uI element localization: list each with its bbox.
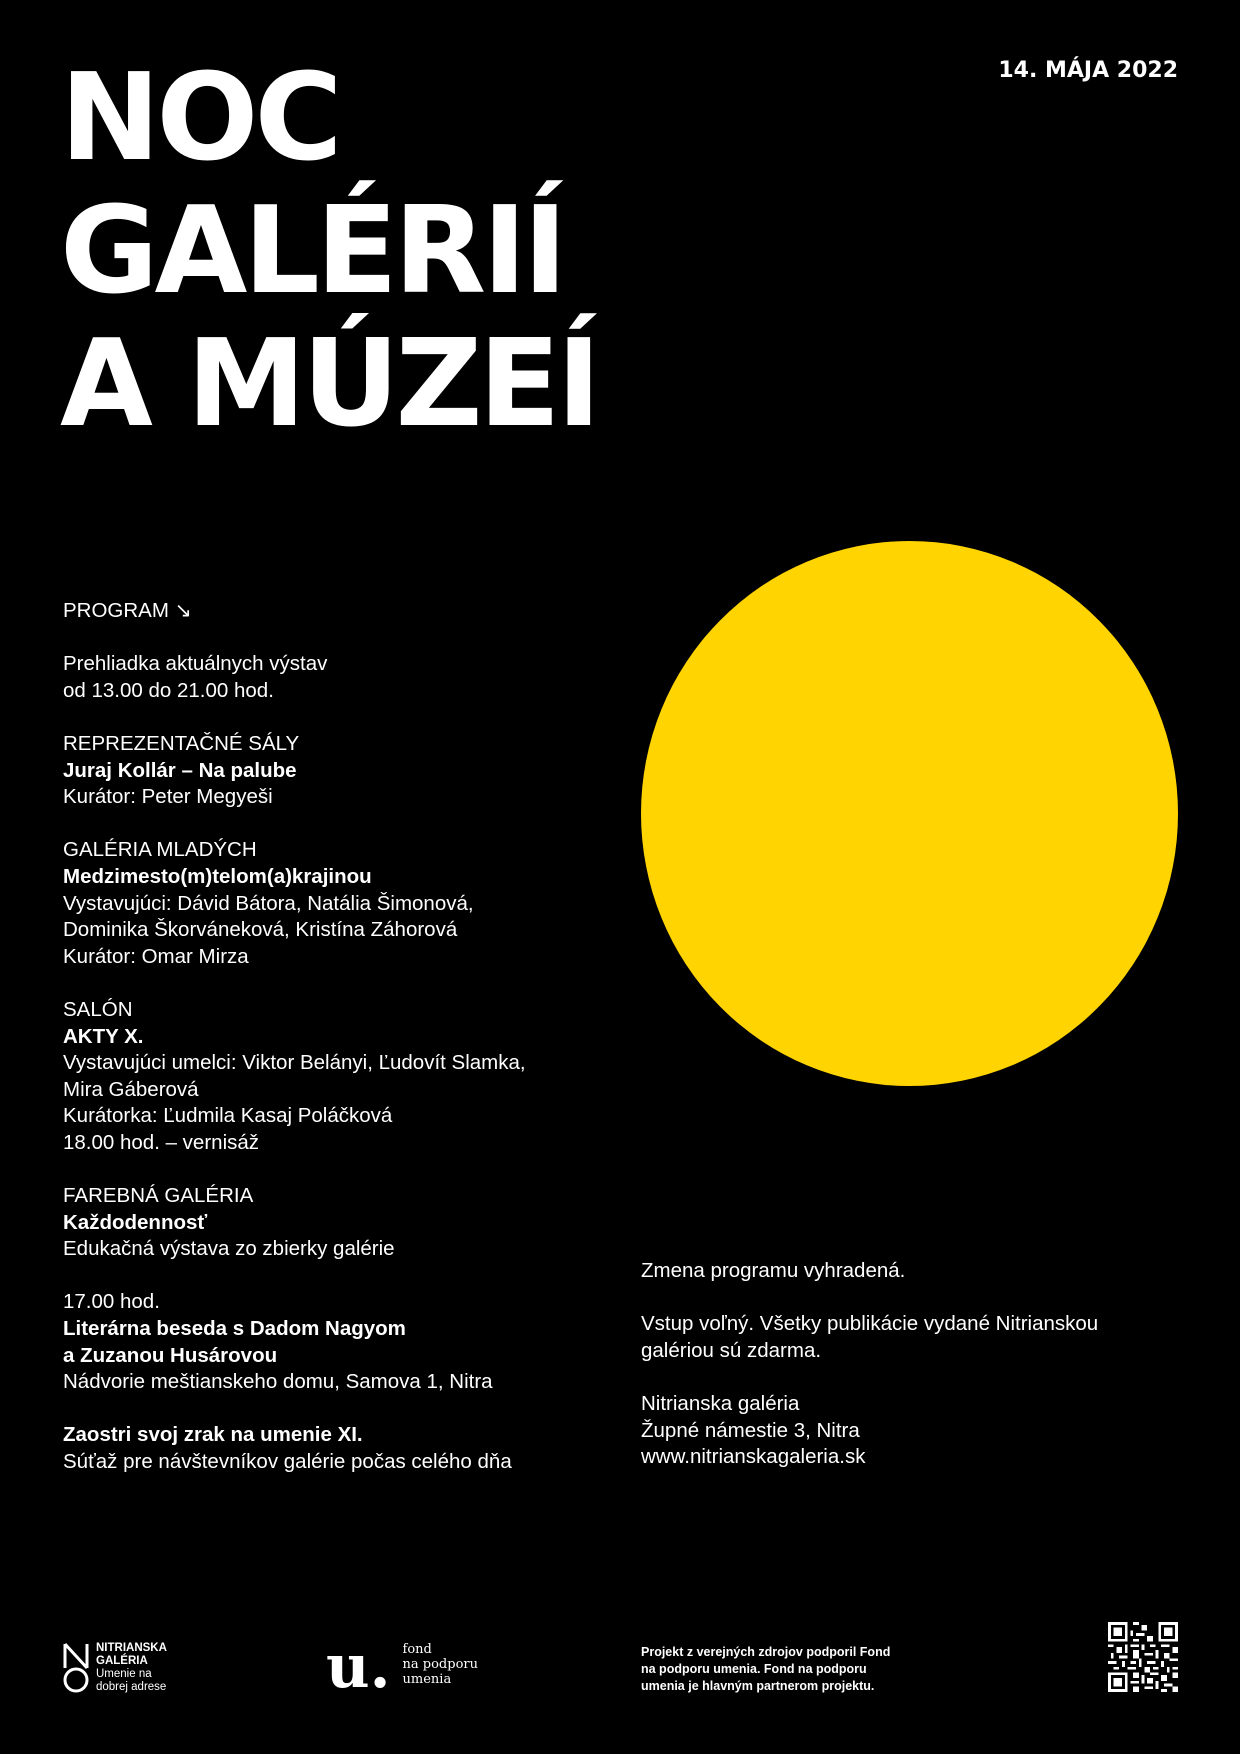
contest-detail: Súťaž pre návštevníkov galérie počas celého dňa xyxy=(63,1450,512,1473)
program-notice: Zmena programu vyhradená. xyxy=(641,1259,906,1282)
gallery-website-link[interactable]: www.nitrianskagaleria.sk xyxy=(641,1445,866,1469)
gallery-street: Župné námestie 3, Nitra xyxy=(641,1418,860,1442)
entry-line: galériou sú zdarma. xyxy=(641,1338,822,1362)
ng-name-line: NITRIANSKA xyxy=(96,1642,167,1654)
program-section xyxy=(63,731,623,811)
section-venue: SALÓN xyxy=(63,997,133,1021)
fond-u-mark: u. xyxy=(326,1632,391,1702)
poster-title xyxy=(60,49,598,454)
nitrianska-galeria-logo xyxy=(62,1642,167,1694)
qr-code-icon[interactable] xyxy=(1108,1622,1178,1692)
program-heading: PROGRAM ↘ xyxy=(63,599,192,622)
section-detail: Mira Gáberová xyxy=(63,1077,199,1101)
funding-credit xyxy=(641,1644,941,1695)
program-section xyxy=(63,837,623,970)
program-event xyxy=(63,1289,623,1395)
program-section xyxy=(63,1183,623,1263)
yellow-circle xyxy=(641,541,1178,1086)
entry-line: Vstup voľný. Všetky publikácie vydané Nitrianskou xyxy=(641,1312,1099,1336)
ng-tagline-line: Umenie na xyxy=(96,1668,152,1680)
section-title: Medzimesto(m)telom(a)krajinou xyxy=(63,864,372,888)
section-title: Každodennosť xyxy=(63,1210,208,1234)
section-detail: 18.00 hod. – vernisáž xyxy=(63,1130,260,1154)
program-intro-line: od 13.00 do 21.00 hod. xyxy=(63,678,274,702)
title-line-3: A MÚZEÍ xyxy=(60,315,598,454)
section-detail: Kurátorka: Ľudmila Kasaj Poláčková xyxy=(63,1104,393,1128)
program-contest xyxy=(63,1422,623,1475)
fond-line: fond xyxy=(402,1642,432,1657)
section-title: AKTY X. xyxy=(63,1024,144,1048)
fond-line: umenia xyxy=(402,1672,452,1687)
program-section xyxy=(63,997,623,1157)
credit-line: Projekt z verejných zdrojov podporil Fond xyxy=(641,1645,891,1659)
section-venue: REPREZENTAČNÉ SÁLY xyxy=(63,731,300,755)
event-time: 17.00 hod. xyxy=(63,1290,160,1314)
section-detail: Edukačná výstava zo zbierky galérie xyxy=(63,1237,395,1261)
program-list xyxy=(63,598,623,1502)
address-block xyxy=(641,1391,1201,1471)
section-detail: Kurátor: Peter Megyeši xyxy=(63,785,273,809)
event-title-line: a Zuzanou Husárovou xyxy=(63,1343,278,1367)
section-detail: Vystavujúci umelci: Viktor Belányi, Ľudovít Slamka, xyxy=(63,1051,526,1075)
section-detail: Dominika Škorváneková, Kristína Záhorová xyxy=(63,918,458,942)
contest-title: Zaostri svoj zrak na umenie XI. xyxy=(63,1423,363,1447)
credit-line: umenia je hlavným partnerom projektu. xyxy=(641,1679,875,1693)
title-line-1: NOC xyxy=(60,49,339,188)
section-title: Juraj Kollár – Na palube xyxy=(63,758,297,782)
event-place: Nádvorie meštianskeho domu, Samova 1, Nitra xyxy=(63,1370,493,1394)
section-detail: Vystavujúci: Dávid Bátora, Natália Šimonová, xyxy=(63,891,474,915)
event-date: 14. MÁJA 2022 xyxy=(998,58,1178,83)
fond-line: na podporu xyxy=(402,1657,478,1672)
section-detail: Kurátor: Omar Mirza xyxy=(63,944,249,968)
ng-name-line: GALÉRIA xyxy=(96,1655,148,1667)
nitrianska-galeria-icon xyxy=(62,1642,90,1694)
credit-line: na podporu umenia. Fond na podporu xyxy=(641,1662,867,1676)
ng-tagline-line: dobrej adrese xyxy=(96,1681,167,1693)
info-block xyxy=(641,1258,1201,1497)
program-intro-line: Prehliadka aktuálnych výstav xyxy=(63,652,328,676)
section-venue: FAREBNÁ GALÉRIA xyxy=(63,1184,254,1208)
gallery-name: Nitrianska galéria xyxy=(641,1391,800,1415)
title-line-2: GALÉRIÍ xyxy=(60,182,564,321)
section-venue: GALÉRIA MLADÝCH xyxy=(63,838,257,862)
fond-na-podporu-umenia-logo xyxy=(326,1632,478,1702)
event-title-line: Literárna beseda s Dadom Nagyom xyxy=(63,1317,406,1341)
